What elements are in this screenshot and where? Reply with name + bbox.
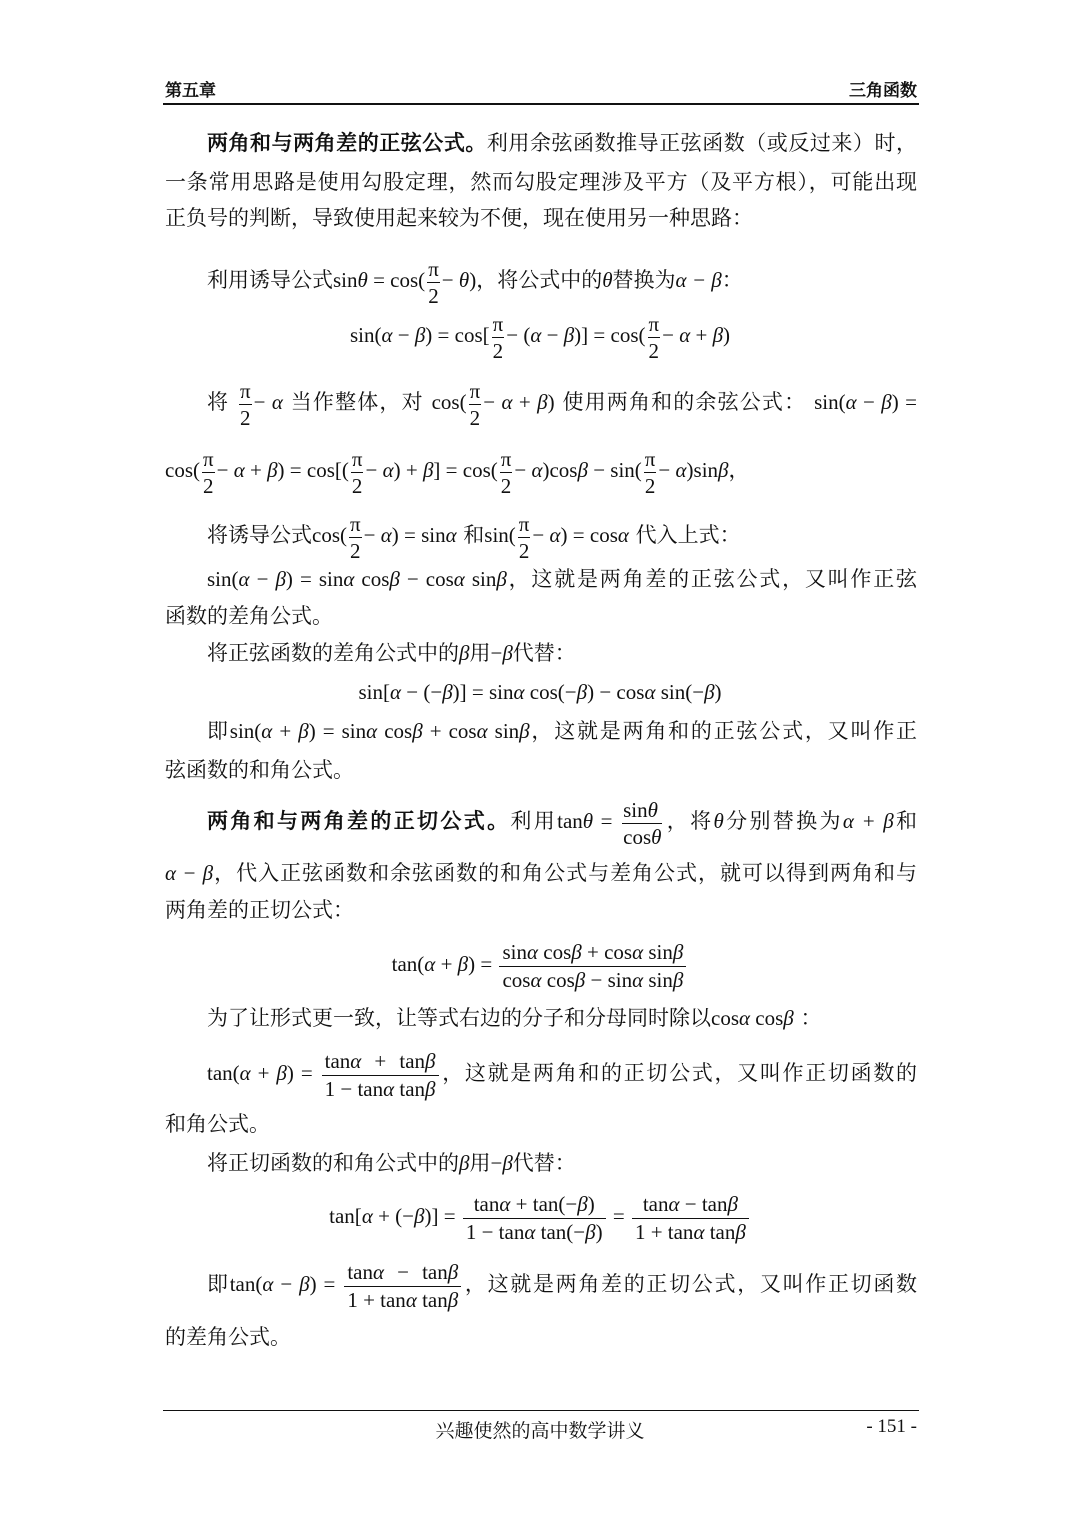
formula: −β	[490, 1151, 513, 1175]
text-run: 代替：	[512, 1151, 576, 1175]
text-run: 替换为	[612, 268, 676, 292]
text-run: 即	[207, 719, 230, 743]
text-run: 利用诱导公式	[207, 268, 333, 292]
text-run: 使用两角和的余弦公式：	[562, 390, 807, 414]
paragraph-line	[207, 1148, 917, 1178]
text-run: ，这就是两角差的正切公式，又叫作正切函数	[463, 1272, 918, 1296]
paragraph-line	[207, 716, 917, 746]
frac-num: π	[500, 446, 512, 471]
text-run: ，将	[664, 809, 714, 833]
frac-den: 2	[644, 473, 656, 498]
paragraph-line	[207, 1042, 917, 1104]
book-title: 兴趣使然的高中数学讲义	[435, 1420, 645, 1442]
frac-den: 2	[518, 538, 530, 563]
paragraph-line: 两角差的正切公式：	[165, 898, 354, 922]
frac-num: π	[350, 511, 361, 536]
page-number: - 151 -	[866, 1416, 917, 1437]
digit: 1	[324, 1076, 336, 1101]
paragraph-line: 函数的差角公式。	[165, 604, 333, 628]
paragraph-line	[207, 564, 917, 594]
text-run: 即	[207, 1272, 230, 1296]
formula: β	[459, 641, 470, 665]
text-run: 代入上式：	[635, 523, 741, 547]
display-formula: cos( $\frac{\pi}{2}$ − α + β) = cos[( $\frac{\pi}{2}$ − α) + β] = cos( $\frac{\pi}{2}$ − α)cosβ − sin( $\frac{\pi}{2}$ − α)sinβ，	[165, 446, 750, 498]
text-run: 当作整体，对	[290, 390, 424, 414]
paragraph-line: 正负号的判断，导致使用起来较为不便，现在使用另一种思路：	[165, 206, 753, 230]
formula: $\frac{\pi}{2}$ − α	[240, 378, 283, 430]
text-run: 将诱导公式	[207, 523, 312, 547]
text-run: 代替：	[512, 641, 576, 665]
display-formula: sin(α − β) = cos[ $\frac{\pi}{2}$ − (α − β)] = cos( $\frac{\pi}{2}$ − α + β)	[349, 311, 731, 363]
text-run: ，这就是两角和的正切公式，又叫作正切函数的	[440, 1061, 918, 1085]
paragraph-line: 一条常用思路是使用勾股定理，然而勾股定理涉及平方（及平方根），可能出现	[165, 170, 917, 194]
text-run: 分别替换为	[723, 809, 843, 833]
digit: 1	[634, 1219, 646, 1244]
formula: α − β	[165, 861, 214, 885]
frac-den: 2	[469, 405, 481, 430]
text-run: ，这就是两角差的正弦公式，又叫作正弦	[506, 567, 918, 591]
text-run: ：	[800, 1006, 822, 1030]
frac-den: 2	[428, 283, 439, 308]
text-run: 和	[893, 809, 918, 833]
formula: θ	[713, 809, 724, 833]
text-run: 将正切函数的和角公式中的	[207, 1151, 459, 1175]
frac-den: 2	[203, 473, 214, 498]
paragraph-line	[207, 505, 917, 565]
frac-num: π	[518, 511, 530, 536]
formula: tan(α − β) = $\frac{\tan\alpha - \tan\beta}{\text{1 + tanα tanβ}}$	[230, 1272, 464, 1296]
formula: cos( $\frac{\pi}{2}$ − α + β)	[431, 378, 555, 430]
frac-den: 2	[500, 473, 512, 498]
text-run: 利用	[510, 809, 558, 833]
paragraph-line	[207, 250, 917, 310]
text-run: 和	[463, 523, 485, 547]
text-run: ，这就是两角和的正弦公式，又叫作正	[529, 719, 918, 743]
paragraph-line	[207, 1253, 917, 1315]
section-heading: 两角和与两角差的正切公式。	[207, 809, 511, 833]
frac-num: π	[644, 446, 656, 471]
text-run: 为了让形式更一致，让等式右边的分子和分母同时除以	[207, 1006, 711, 1030]
digit: 1	[465, 1219, 477, 1244]
display-formula: tan[α + (−β)] = $\frac{\tan\alpha + \tan(-\beta)}{\text{1 − tanα tan(−β)}}$ = $\frac{\tan\alpha - \tan\beta}{\text{1 + tanα tanβ}}$	[0, 1185, 1080, 1247]
frac-den: 2	[350, 538, 361, 563]
frac-num: π	[492, 311, 504, 336]
frac-num: π	[469, 378, 481, 403]
header-rule	[163, 103, 919, 105]
frac-num: π	[240, 378, 251, 403]
frac-num: π	[648, 311, 660, 336]
formula: sinθ = cos( $\frac{\pi}{2}$ − θ)	[333, 256, 477, 308]
paragraph-line: 的差角公式。	[165, 1325, 291, 1349]
digit: 1	[347, 1287, 358, 1312]
formula: tan(α + β) = $\frac{\tan\alpha + \tan\beta}{\text{1 − tanα tanβ}}$	[207, 1061, 441, 1085]
formula: sin( $\frac{\pi}{2}$ − α) = cosα	[484, 511, 629, 563]
text-run: 用	[469, 1151, 491, 1175]
chapter-label: 第五章	[165, 81, 216, 101]
paragraph-line	[207, 1003, 917, 1033]
text-run: 将	[207, 390, 230, 414]
formula: sin(α + β) = sinα cosβ + cosα sinβ	[229, 719, 530, 743]
text-run: ，	[728, 458, 750, 482]
paragraph-line	[207, 128, 917, 158]
formula: cos( $\frac{\pi}{2}$ − α) = sinα	[312, 511, 457, 563]
formula: sin(α − β) =	[814, 390, 918, 414]
formula: −β	[490, 641, 513, 665]
paragraph-line	[207, 638, 917, 668]
paragraph-line: 和角公式。	[165, 1112, 270, 1136]
frac-den: 2	[492, 338, 504, 363]
text-run: 利用余弦函数推导正弦函数（或反过来）时，	[486, 131, 917, 155]
paragraph-line	[207, 372, 917, 432]
frac-num: π	[428, 256, 439, 281]
chapter-title: 三角函数	[849, 81, 917, 101]
formula: θ	[602, 268, 613, 292]
text-run: ，代入正弦函数和余弦函数的和角公式与差角公式，就可以得到两角和与	[213, 861, 918, 885]
text-run: ：	[721, 268, 743, 292]
display-formula: sin[α − (−β)] = sinα cos(−β) − cosα sin(−β)	[358, 680, 722, 704]
text-run: 将正弦函数的差角公式中的	[207, 641, 459, 665]
paragraph-line	[165, 858, 917, 888]
frac-den: 2	[351, 473, 363, 498]
display-formula: tan(α + β) = $\frac{\text{sinα cosβ + cosα sinβ}}{\text{cosα cosβ − sinα sinβ}}$	[0, 933, 1080, 995]
paragraph-line	[207, 790, 917, 852]
text-run: ，将公式中的	[476, 268, 603, 292]
frac-num: π	[203, 446, 214, 471]
formula: cosα cosβ	[711, 1006, 794, 1030]
frac-den: 2	[648, 338, 660, 363]
frac-den: 2	[240, 405, 251, 430]
formula: tanθ = $\frac{\sin\theta}{\cos\theta}$	[557, 797, 662, 849]
frac-num: π	[351, 446, 363, 471]
paragraph-line: 弦函数的和角公式。	[165, 758, 354, 782]
section-heading: 两角和与两角差的正弦公式。	[207, 131, 487, 155]
formula: β	[459, 1151, 470, 1175]
formula: α + β	[842, 809, 894, 833]
footer-rule	[163, 1410, 919, 1411]
formula: α − β	[675, 268, 722, 292]
formula: sin(α − β) = sinα cosβ − cosα sinβ	[207, 567, 507, 591]
text-run: 用	[469, 641, 491, 665]
